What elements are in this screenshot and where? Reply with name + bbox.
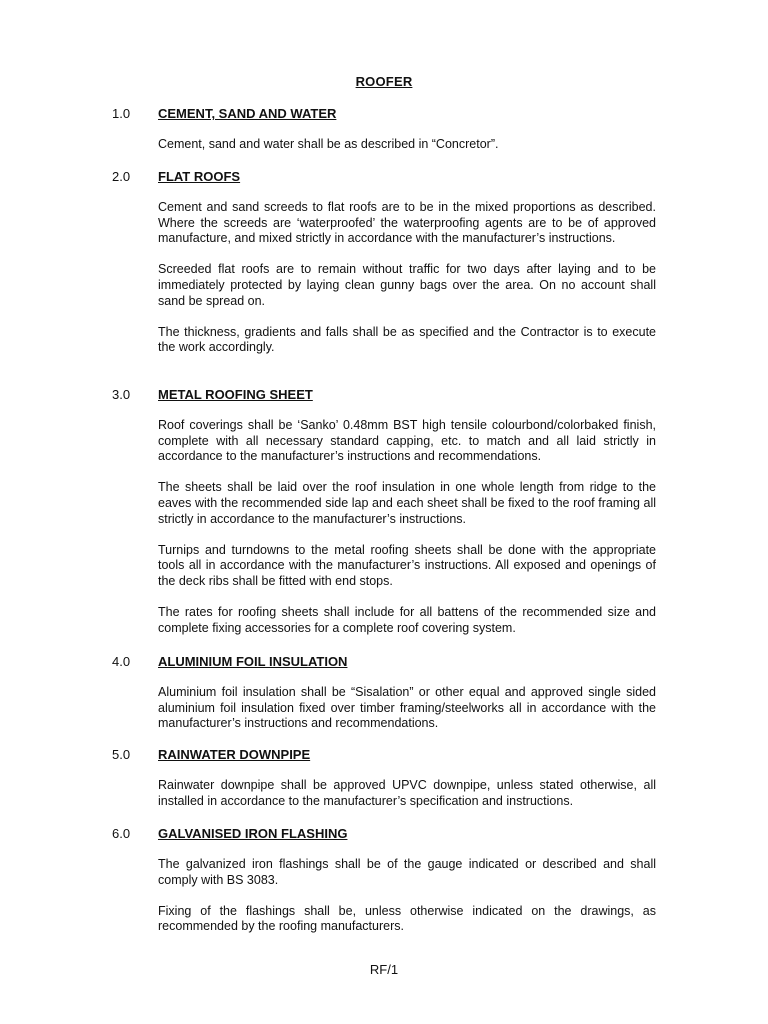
paragraph: Screeded flat roofs are to remain without traffic for two days after laying and to be immediately protected by laying clean gunny bags over the area. On no account shall sand be spread on. (158, 262, 656, 308)
section-number: 6.0 (112, 826, 131, 841)
section-heading (112, 826, 656, 842)
document-title: ROOFER (355, 74, 413, 89)
paragraph: Fixing of the flashings shall be, unless otherwise indicated on the drawings, as recommended by the roofing manufacturers. (158, 903, 656, 934)
section-heading (112, 654, 656, 670)
section-galvanised-iron-flashing (112, 826, 656, 935)
section-number: 1.0 (112, 106, 131, 121)
paragraph: Cement and sand screeds to flat roofs are to be in the mixed proportions as described. Where the screeds are ‘waterproofed’ the waterproofing agents are to be of approved manufacture, and mixed strictly in accordance with the manufacturer’s instructions. (158, 200, 656, 246)
section-number: 3.0 (112, 387, 131, 402)
section-title: CEMENT, SAND AND WATER (158, 106, 337, 121)
section-title: ALUMINIUM FOIL INSULATION (158, 654, 348, 669)
paragraph: The galvanized iron flashings shall be of the gauge indicated or described and shall comply with BS 3083. (158, 857, 656, 887)
section-heading (112, 747, 656, 763)
section-title: FLAT ROOFS (158, 169, 241, 184)
section-heading (112, 387, 656, 403)
paragraph: Aluminium foil insulation shall be “Sisalation” or other equal and approved single sided aluminium foil insulation fixed over timber framing/steelworks all in accordance with the manufacturer’s instructions and recommendations. (158, 685, 656, 731)
section-flat-roofs (112, 169, 656, 356)
paragraph: Rainwater downpipe shall be approved UPVC downpipe, unless stated otherwise, all installed in accordance to the manufacturer’s specification and instructions. (158, 778, 656, 808)
section-cement-sand-water (112, 106, 656, 153)
section-aluminium-foil-insulation (112, 654, 656, 732)
section-number: 4.0 (112, 654, 131, 669)
paragraph: The sheets shall be laid over the roof insulation in one whole length from ridge to the eaves with the recommended side lap and each sheet shall be fixed to the roof framing all strictly in accordance to the manufacturer’s instructions. (158, 480, 656, 526)
section-title: GALVANISED IRON FLASHING (158, 826, 348, 841)
paragraph: The rates for roofing sheets shall include for all battens of the recommended size and complete fixing accessories for a complete roof covering system. (158, 605, 656, 635)
section-heading (112, 169, 656, 185)
section-rainwater-downpipe (112, 747, 656, 809)
section-metal-roofing-sheet (112, 387, 656, 636)
section-title: METAL ROOFING SHEET (158, 387, 313, 402)
paragraph: Roof coverings shall be ‘Sanko’ 0.48mm BST high tensile colourbond/colorbaked finish, complete with all necessary standard capping, etc. to match and all laid strictly in accordance to the manufacturer’s instructions and recommendations. (158, 418, 656, 464)
paragraph: Turnips and turndowns to the metal roofing sheets shall be done with the appropriate tools all in accordance with the manufacturer’s instructions. All exposed and openings of the deck ribs shall be fitted with end stops. (158, 542, 656, 588)
paragraph: The thickness, gradients and falls shall be as specified and the Contractor is to execute the work accordingly. (158, 324, 656, 355)
section-heading (112, 106, 656, 122)
page-number: RF/1 (369, 962, 399, 977)
section-title: RAINWATER DOWNPIPE (158, 747, 311, 762)
section-number: 2.0 (112, 169, 131, 184)
paragraph: Cement, sand and water shall be as described in “Concretor”. (158, 137, 499, 151)
section-number: 5.0 (112, 747, 131, 762)
